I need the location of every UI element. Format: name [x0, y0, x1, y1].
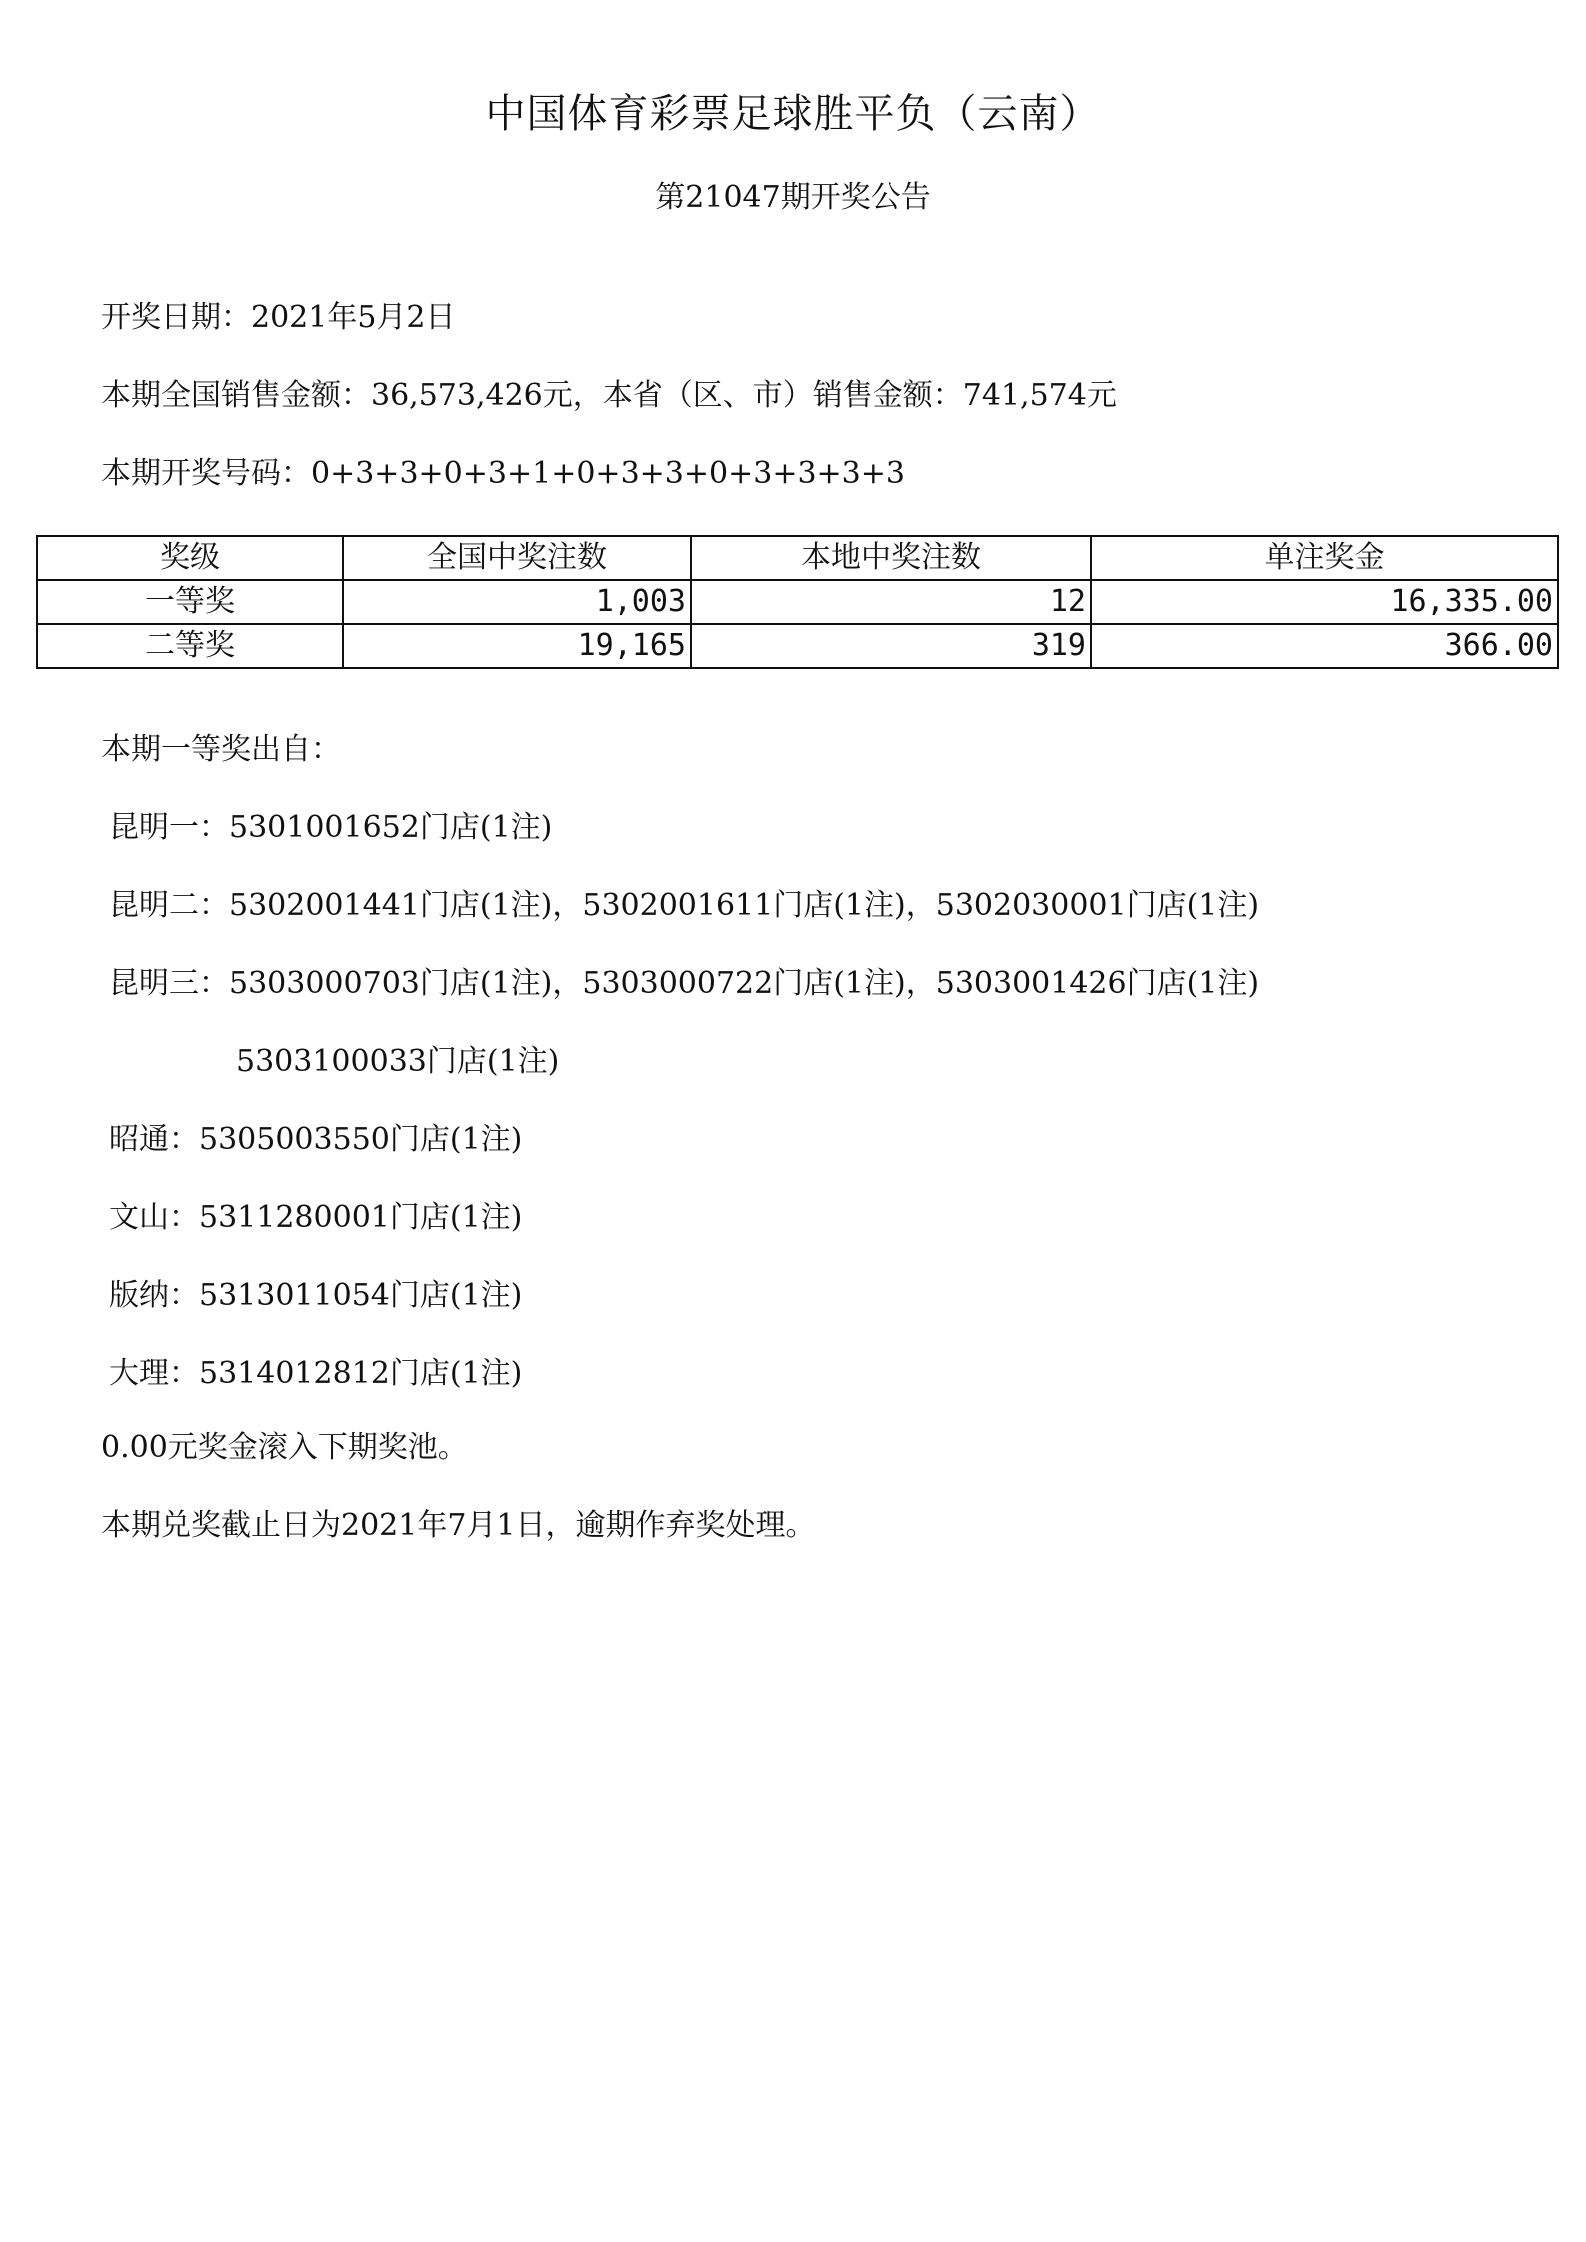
cell-local-count: 319	[691, 624, 1091, 668]
header-prize-amount: 单注奖金	[1091, 536, 1558, 580]
cell-level: 一等奖	[37, 580, 343, 624]
winner-line: 版纳：5313011054门店(1注)	[109, 1278, 523, 1313]
header-national-count: 全国中奖注数	[343, 536, 691, 580]
winning-numbers: 本期开奖号码：0+3+3+0+3+1+0+3+3+0+3+3+3+3	[101, 456, 905, 491]
first-prize-heading: 本期一等奖出自：	[101, 732, 341, 767]
cell-national-count: 19,165	[343, 624, 691, 668]
page-title: 中国体育彩票足球胜平负（云南）	[485, 91, 1101, 137]
cell-prize-amount: 366.00	[1091, 624, 1558, 668]
cell-national-count: 1,003	[343, 580, 691, 624]
header-level: 奖级	[37, 536, 343, 580]
prize-table	[36, 535, 1559, 669]
cell-prize-amount: 16,335.00	[1091, 580, 1558, 624]
winner-line: 文山：5311280001门店(1注)	[109, 1200, 523, 1235]
sales-amount: 本期全国销售金额：36,573,426元，本省（区、市）销售金额：741,574元	[101, 378, 1117, 413]
winner-line: 昆明一：5301001652门店(1注)	[109, 810, 553, 845]
deadline-note: 本期兑奖截止日为2021年7月1日，逾期作弃奖处理。	[101, 1508, 816, 1543]
table-row	[37, 580, 1558, 624]
winner-line-continued: 5303100033门店(1注)	[236, 1044, 560, 1079]
winner-line: 昭通：5305003550门店(1注)	[109, 1122, 523, 1157]
winner-line: 昆明二：5302001441门店(1注)，5302001611门店(1注)，5302030001门店(1注)	[109, 888, 1260, 923]
winner-line: 大理：5314012812门店(1注)	[109, 1356, 523, 1391]
winner-line: 昆明三：5303000703门店(1注)，5303000722门店(1注)，5303001426门店(1注)	[109, 966, 1260, 1001]
cell-local-count: 12	[691, 580, 1091, 624]
rollover-note: 0.00元奖金滚入下期奖池。	[101, 1430, 468, 1465]
draw-date: 开奖日期：2021年5月2日	[101, 300, 456, 335]
table-row	[37, 624, 1558, 668]
cell-level: 二等奖	[37, 624, 343, 668]
table-header-row	[37, 536, 1558, 580]
issue-subtitle: 第21047期开奖公告	[655, 180, 931, 215]
header-local-count: 本地中奖注数	[691, 536, 1091, 580]
